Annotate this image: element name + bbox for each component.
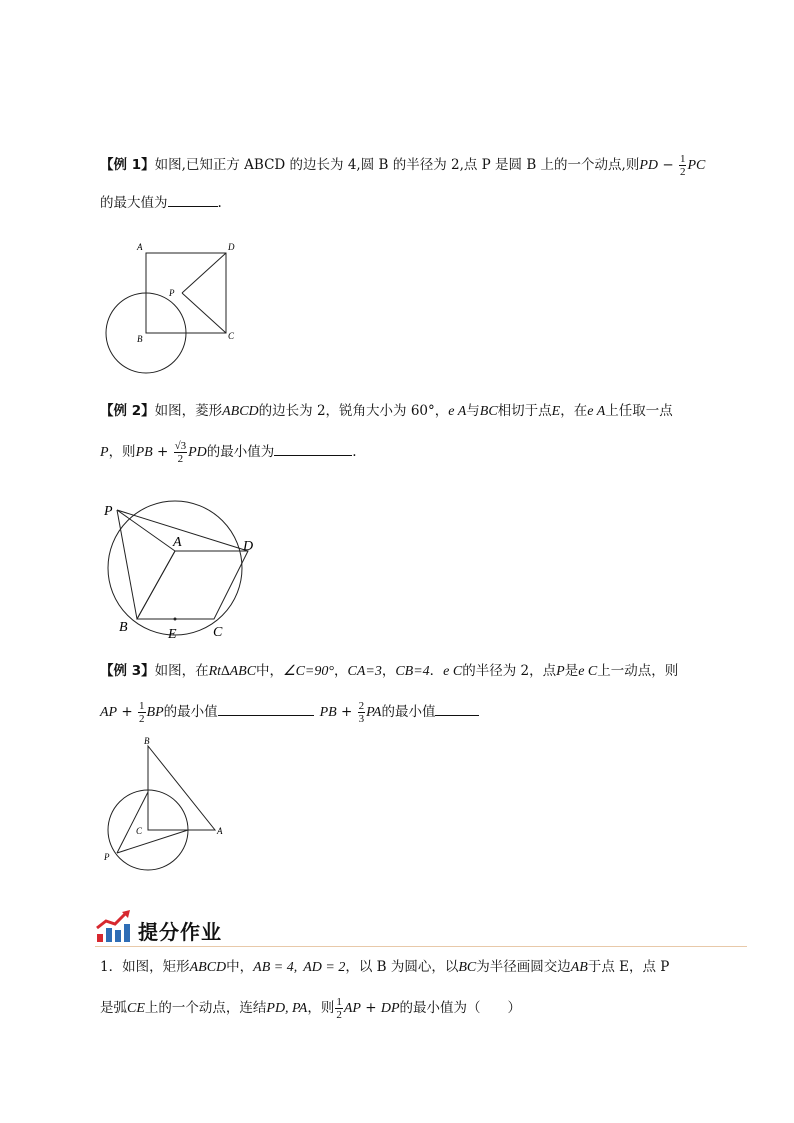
homework-q1-line1: 1．如图，矩形ABCD中，AB = 4, AD = 2，以 B 为圆心，以BC为半径画圆交边AB于点 E，点 P bbox=[100, 959, 670, 975]
homework-fraction: $\frac{1}{2}$ bbox=[336, 996, 342, 1021]
label-b: B bbox=[144, 736, 150, 746]
label-b: B bbox=[137, 334, 143, 344]
example1-text: 如图,已知正方 ABCD 的边长为 4,圆 B 的半径为 2,点 P 是圆 B 上的一个动点,则 bbox=[154, 157, 640, 173]
circle-c bbox=[108, 790, 188, 870]
label-c: C bbox=[136, 826, 143, 836]
label-a: A bbox=[173, 535, 182, 550]
label-p: P bbox=[169, 288, 175, 298]
example3-fraction1: $\frac{1}{2}$ bbox=[139, 700, 145, 725]
example2-line2: P，则PB + $\frac{√3}{2}$ PD的最小值为 . bbox=[100, 440, 357, 465]
label-e: E bbox=[168, 627, 177, 642]
label-d: D bbox=[228, 242, 235, 252]
rising-chart-icon bbox=[95, 910, 131, 944]
label-c: C bbox=[213, 625, 223, 640]
square-abcd bbox=[146, 253, 226, 333]
triangle-abc bbox=[148, 746, 215, 830]
answer-blank bbox=[168, 192, 218, 207]
rhombus-abcd bbox=[137, 551, 248, 619]
label-p: P bbox=[104, 504, 113, 519]
circle-a bbox=[108, 501, 242, 635]
answer-blank bbox=[218, 701, 314, 716]
example2-fraction: $\frac{√3}{2}$ bbox=[174, 440, 187, 465]
example1-line1: 【例 1】如图,已知正方 ABCD 的边长为 4,圆 B 的半径为 2,点 P 是圆 B 上的一个动点,则PD − $\frac{1}{2}$ PC bbox=[100, 153, 706, 178]
homework-title: 提分作业 bbox=[138, 920, 222, 944]
homework-q1-line2: 是弧CE上的一个动点，连结PD, PA，则 $\frac{1}{2}$ AP + DP的最小值为（ ） bbox=[100, 996, 522, 1021]
example1-line2: 的最大值为 . bbox=[100, 192, 222, 213]
example3-line1: 【例 3】如图，在Rt∆ABC中，∠C=90°，CA=3，CB=4．e C的半径为 2，点P是e C上一动点，则 bbox=[100, 663, 679, 679]
example3-fraction2: $\frac{2}{3}$ bbox=[358, 700, 365, 725]
label-a: A bbox=[137, 242, 143, 252]
label-a: A bbox=[217, 826, 223, 836]
label-p: P bbox=[104, 852, 110, 862]
example3-line2: AP + $\frac{1}{2}$ BP的最小值 PB + $\frac{2}{3}$ PA的最小值 bbox=[100, 700, 479, 725]
label-b: B bbox=[119, 620, 128, 635]
example1-fraction: $\frac{1}{2}$ bbox=[679, 153, 686, 178]
circle-b bbox=[106, 293, 186, 373]
label-c: C bbox=[228, 331, 235, 341]
answer-blank bbox=[274, 441, 352, 456]
example2-line1: 【例 2】如图，菱形ABCD的边长为 2，锐角大小为 60°，e A与BC相切于点E，在e A上任取一点 bbox=[100, 403, 673, 419]
section-divider bbox=[95, 946, 747, 947]
example1-tag: 【例 1】 bbox=[100, 157, 155, 173]
answer-blank bbox=[435, 701, 479, 716]
label-d: D bbox=[243, 539, 254, 554]
